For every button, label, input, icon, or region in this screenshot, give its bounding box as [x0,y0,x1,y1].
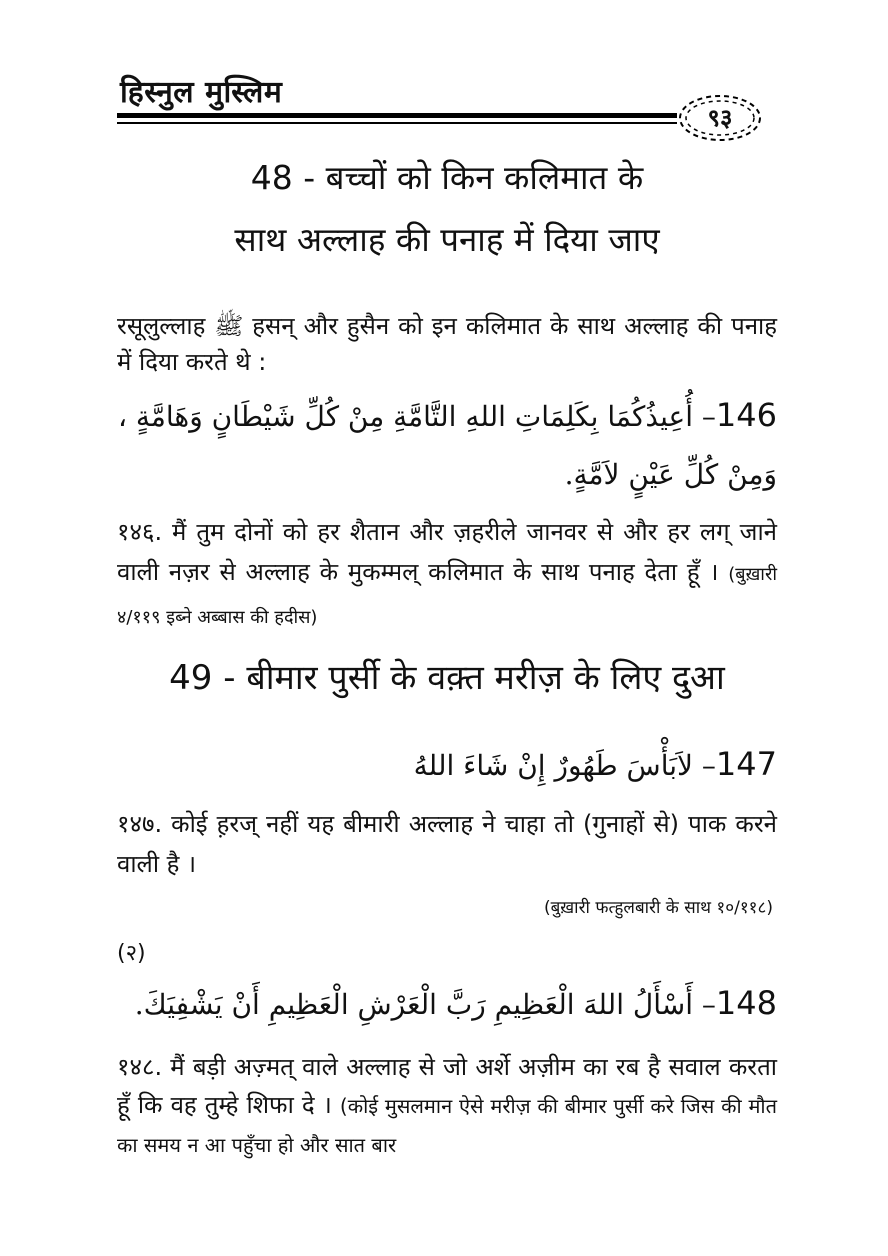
page-number-badge [676,92,764,144]
sub-marker: (२) [117,941,146,966]
dua-148-arabic [117,974,777,1034]
dua-146-translation [117,512,777,638]
dua-147-number: 147 [715,745,777,783]
section-49-heading: 49 - बीमार पुर्सी के वक़्त मरीज़ के लिए दुआ [169,658,725,698]
dua-146-arabic-text: – أُعِيذُكُمَا بِكَلِمَاتِ اللهِ التَّامَّةِ مِنْ كُلِّ شَيْطَانٍ وَهَامَّةٍ ، وَمِنْ كُلِّ عَيْنٍ لاَمَّةٍ. [117,400,777,491]
dua-146-arabic [117,386,777,504]
section-48-intro: रसूलुल्लाह ﷺ हसन् और हुसैन को इन कलिमात के साथ अल्लाह की पनाह में दिया करते थे : [117,312,777,376]
dua-146-reference: (बुख़ारी ४/११९ इब्ने अब्बास की हदीस) [117,564,777,628]
dua-148-translation [117,1048,777,1164]
dua-147-arabic-text: – لاَبَأْسَ طَهُورٌ إِنْ شَاءَ اللهُ [413,749,716,782]
header-rule-thin [117,122,677,124]
dua-146-translation-text: १४६. मैं तुम दोनों को हर शैतान और ज़हरीले जानवर से और हर लग् जाने वाली नज़र से अल्लाह के मुकम्मल् कलिमात के साथ पनाह देता हूँ । [117,518,777,586]
header-rule-thick [117,113,677,118]
page-number: ९३ [707,104,733,132]
dua-147-arabic [117,735,777,795]
section-48-heading [117,158,777,260]
dua-148-number: 148 [715,984,777,1022]
dua-148-note: (कोई मुसलमान ऐसे मरीज़ की बीमार पुर्सी करे जिस की मौत का समय न आ पहुँचा हो और सात बार [117,1094,777,1157]
dua-147-translation: १४७. कोई ह़रज् नहीं यह बीमारी अल्लाह ने चाहा तो (गुनाहों से) पाक करने वाली है । [117,810,777,878]
section-48-heading-line2: साथ अल्लाह की पनाह में दिया जाए [234,220,660,259]
book-title: हिस्नुल मुस्लिम [120,75,283,110]
dua-148-arabic-text: – أَسْأَلُ اللهَ الْعَظِيمِ رَبَّ الْعَرْشِ الْعَظِيمِ أَنْ يَشْفِيَكَ. [134,988,716,1021]
dua-147-reference: (बुख़ारी फत्हुलबारी के साथ १०/११८) [543,898,773,918]
dua-146-number: 146 [715,396,777,434]
section-48-heading-line1: 48 - बच्चों को किन कलिमात के [250,158,644,197]
dua-148-translation-text: १४८. मैं बड़ी अज़्मत् वाले अल्लाह से जो अर्शे अज़ीम का रब है सवाल करता हूँ कि वह तुम्हे शिफा दे । [117,1053,777,1119]
